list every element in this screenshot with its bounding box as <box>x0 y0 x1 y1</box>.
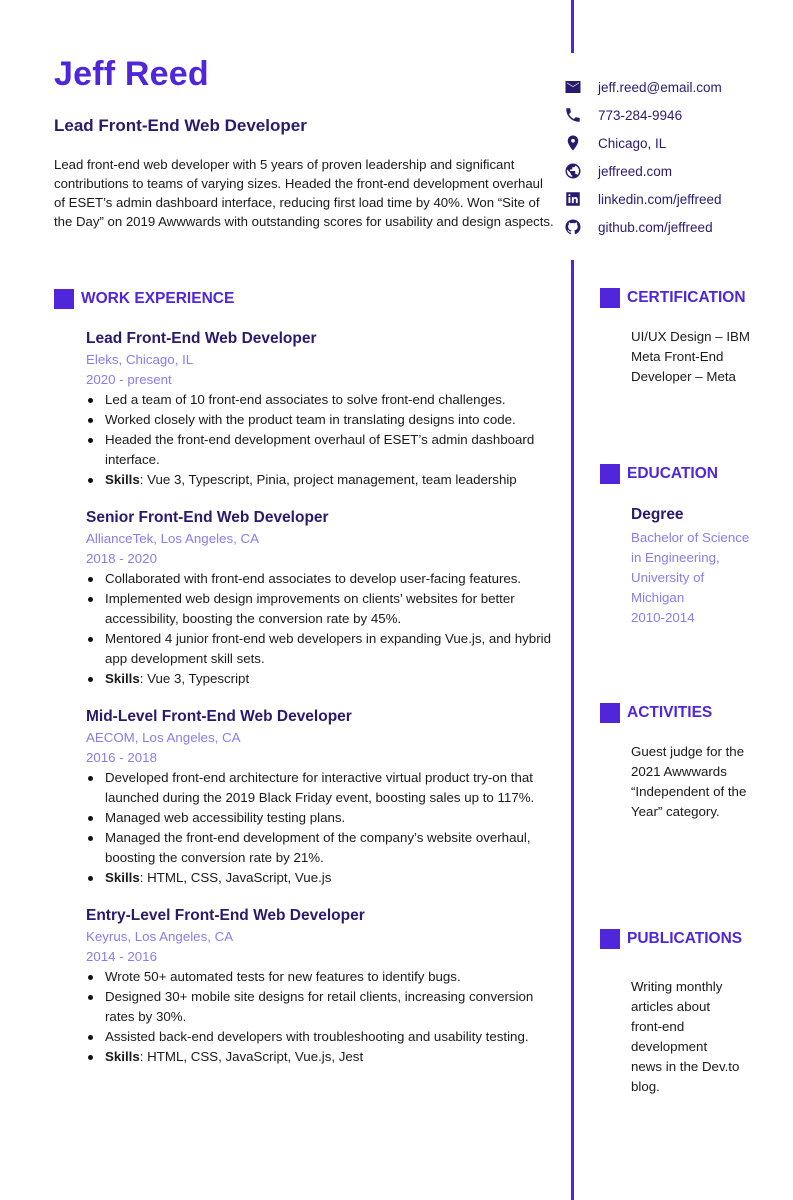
contact-text: Chicago, IL <box>598 135 667 151</box>
divider-line <box>571 260 574 1200</box>
education-years: 2010-2014 <box>631 610 695 625</box>
section-marker-icon <box>600 288 620 308</box>
job-dates: 2018 - 2020 <box>86 551 157 566</box>
job-skills <box>86 669 556 689</box>
location-pin-icon <box>564 134 582 152</box>
section-title: PUBLICATIONS <box>627 930 743 947</box>
contact-text: jeff.reed@email.com <box>598 79 722 95</box>
section-header-education <box>600 464 718 484</box>
job-bullet: Worked closely with the product team in translating designs into code. <box>86 410 556 430</box>
section-header-publications <box>600 929 742 949</box>
contact-location <box>564 129 722 157</box>
section-marker-icon <box>600 464 620 484</box>
job-bullet: Led a team of 10 front-end associates to solve front-end challenges. <box>86 390 556 410</box>
skills-label: Skills <box>105 870 140 885</box>
contact-linkedin[interactable] <box>564 185 722 213</box>
linkedin-icon <box>564 190 582 208</box>
skills-label: Skills <box>105 1049 140 1064</box>
job-entry <box>86 706 556 888</box>
skills-label: Skills <box>105 472 140 487</box>
job-bullet: Developed front-end architecture for interactive virtual product try-on that launched during the 2019 Black Friday event, boosting sales up to 117%. <box>86 768 556 808</box>
contact-email[interactable] <box>564 73 722 101</box>
job-bullet: Headed the front-end development overhaul of ESET’s admin dashboard interface. <box>86 430 556 470</box>
section-header-activities <box>600 703 712 723</box>
email-icon <box>564 78 582 96</box>
divider-line-top <box>571 0 574 53</box>
job-skills <box>86 1047 556 1067</box>
skills-label: Skills <box>105 671 140 686</box>
job-company: AllianceTek, Los Angeles, CA <box>86 531 259 546</box>
activities-text: Guest judge for the 2021 Awwwards “Independent of the Year” category. <box>631 744 747 819</box>
section-header-certification <box>600 288 746 308</box>
job-bullet: Implemented web design improvements on clients’ websites for better accessibility, boosting the conversion rate by 45%. <box>86 589 556 629</box>
contact-website[interactable] <box>564 157 722 185</box>
contact-text: 773-284-9946 <box>598 107 683 123</box>
section-marker-icon <box>600 703 620 723</box>
contact-github[interactable] <box>564 213 722 241</box>
job-title: Mid-Level Front-End Web Developer <box>86 708 352 725</box>
github-icon <box>564 218 582 236</box>
skills-value: : Vue 3, Typescript, Pinia, project management, team leadership <box>139 472 517 487</box>
certification-list <box>631 327 761 387</box>
section-title: CERTIFICATION <box>627 289 746 306</box>
section-title: EDUCATION <box>627 465 718 482</box>
globe-icon <box>564 162 582 180</box>
section-header-work-experience <box>54 289 234 309</box>
publications-text: Writing monthly articles about front-end development news in the Dev.to blog. <box>631 979 740 1094</box>
job-skills <box>86 868 556 888</box>
section-marker-icon <box>600 929 620 949</box>
certification-item: UI/UX Design – IBM <box>631 329 750 344</box>
job-bullet: Wrote 50+ automated tests for new features to identify bugs. <box>86 967 556 987</box>
contact-text: jeffreed.com <box>598 163 673 179</box>
job-entry <box>86 328 556 490</box>
job-bullet: Assisted back-end developers with troubleshooting and usability testing. <box>86 1027 556 1047</box>
job-bullet: Mentored 4 junior front-end web developers in expanding Vue.js, and hybrid app development skill sets. <box>86 629 556 669</box>
job-company: Eleks, Chicago, IL <box>86 352 194 367</box>
job-entry <box>86 507 556 689</box>
job-company: Keyrus, Los Angeles, CA <box>86 929 234 944</box>
certification-item: Meta Front-End Developer – Meta <box>631 349 736 384</box>
job-bullet: Managed the front-end development of the company’s website overhaul, boosting the conversion rate by 21%. <box>86 828 556 868</box>
section-title: WORK EXPERIENCE <box>81 290 235 307</box>
section-marker-icon <box>54 289 74 309</box>
education-entry <box>631 504 761 628</box>
phone-icon <box>564 106 582 124</box>
degree-label: Degree <box>631 506 684 523</box>
job-skills <box>86 470 556 490</box>
job-bullet: Managed web accessibility testing plans. <box>86 808 556 828</box>
job-entry <box>86 905 556 1067</box>
job-bullet: Designed 30+ mobile site designs for retail clients, increasing conversion rates by 30%. <box>86 987 556 1027</box>
job-title: Entry-Level Front-End Web Developer <box>86 907 365 924</box>
job-company: AECOM, Los Angeles, CA <box>86 730 241 745</box>
job-dates: 2014 - 2016 <box>86 949 157 964</box>
skills-value: : HTML, CSS, JavaScript, Vue.js <box>139 870 332 885</box>
candidate-name: Jeff Reed <box>54 55 209 93</box>
contact-phone[interactable] <box>564 101 722 129</box>
contact-text: linkedin.com/jeffreed <box>598 191 722 207</box>
job-title: Senior Front-End Web Developer <box>86 509 329 526</box>
job-bullet: Collaborated with front-end associates to develop user-facing features. <box>86 569 556 589</box>
job-title: Lead Front-End Web Developer <box>86 330 317 347</box>
summary: Lead front-end web developer with 5 years of proven leadership and significant contributions to teams of varying sizes. Headed the front-end development overhaul of ESET’s admin dashboard interface, reducing first load time by 40%. Won “Site of the Day” on 2019 Awwwards with outstanding scores for usability and design aspects. <box>54 157 554 229</box>
contact-text: github.com/jeffreed <box>598 219 713 235</box>
skills-value: : HTML, CSS, JavaScript, Vue.js, Jest <box>139 1049 364 1064</box>
contact-list <box>564 73 722 241</box>
degree-detail: Bachelor of Science in Engineering, University of Michigan <box>631 530 750 605</box>
skills-value: : Vue 3, Typescript <box>139 671 250 686</box>
job-dates: 2020 - present <box>86 372 172 387</box>
work-experience-list <box>86 328 556 1084</box>
job-dates: 2016 - 2018 <box>86 750 157 765</box>
section-title: ACTIVITIES <box>627 704 713 721</box>
headline-title: Lead Front-End Web Developer <box>54 116 307 135</box>
